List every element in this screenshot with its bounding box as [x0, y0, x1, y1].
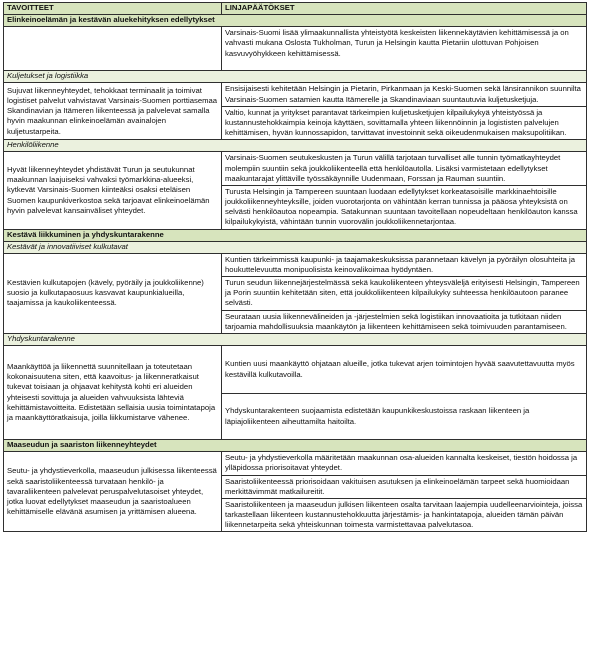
table-row [4, 346, 587, 394]
policy-cell: Ensisijaisesti kehitetään Helsingin ja Pietarin, Pirkanmaan ja Keski-Suomen sekä länsirannikon suunnilta Varsinais-Suomen satamien kautta Itämerelle ja Skandinaviaan suuntautuvia kuljetusketjuja. [222, 83, 587, 106]
section-heading: Maaseudun ja saariston liikenneyhteydet [4, 440, 587, 452]
table-row [4, 452, 587, 475]
policy-cell: Kuntien tärkeimmissä kaupunki- ja taajamakeskuksissa parannetaan kävelyn ja pyöräilyn olosuhteita ja houkuttelevuutta monipuolisista keinovalikoimaa hyödyntäen. [222, 253, 587, 276]
subsection-heading-row [4, 71, 587, 83]
table-row [4, 152, 587, 185]
subsection-heading: Henkilöliikenne [4, 140, 587, 152]
policy-cell: Seurataan uusia liikennevälineiden ja -järjestelmien sekä logistiikan innovaatioita ja tutkitaan niiden tarjoamia mahdollisuuksia maankäytön ja liikenteen kehittämiseen sekä toimivuuden parantamiseen. [222, 310, 587, 333]
subsection-heading-row [4, 140, 587, 152]
table-header-row [4, 3, 587, 15]
subsection-heading-row [4, 333, 587, 345]
policy-cell: Kuntien uusi maankäyttö ohjataan alueille, jotka tukevat arjen toimintojen hyvää saavutettavuutta myös kestävillä kulkutavoilla. [222, 346, 587, 394]
policy-cell: Yhdyskuntarakenteen suojaamista edistetään kaupunkikeskustoissa raskaan liikenteen ja läpiajoliikenteen aiheuttamilta haitoilta. [222, 394, 587, 440]
policy-cell: Seutu- ja yhdystieverkolla määritetään maakunnan osa-alueiden kannalta keskeiset, tiestön hoidossa ja ylläpidossa priorisoitavat yhteydet. [222, 452, 587, 475]
column-header-goals: TAVOITTEET [4, 3, 222, 15]
subsection-heading: Kestävät ja innovatiiviset kulkutavat [4, 241, 587, 253]
policy-cell: Varsinais-Suomi lisää ylimaakunnallista yhteistyötä keskeisten liikennekäytävien kehittämisessä ja on vahvasti mukana Oslosta Tukholman, Turun ja Helsingin kautta Pietariin ulottuvan Pohjoisen kasvuvyöhykkeen kehittämisessä. [222, 27, 587, 71]
policy-cell: Saaristoliikenteen ja maaseudun julkisen liikenteen osalta tarvitaan laajempia uudelleenarviointeja, joissa tarkastellaan liikenteen kustannustehokkuutta järjestämis- ja hankintatapoja, alueiden tämän päivän liikennetarpeita sekä yhteiskunnan toimesta varmistettavaa palvelutasoa. [222, 498, 587, 531]
table-row [4, 253, 587, 276]
table-row [4, 83, 587, 106]
column-header-policies: LINJAPÄÄTÖKSET [222, 3, 587, 15]
section-heading: Kestävä liikkuminen ja yhdyskuntarakenne [4, 229, 587, 241]
policy-cell: Turun seudun liikennejärjestelmässä sekä kaukoliikenteen yhteysväleljä erityisesti Helsingin, Tampereen ja Porin suuntiin kehitetään siten, että joukkoliikenteen kilpailukyky suhteessa henkilöautoon paranee selvästi. [222, 277, 587, 310]
goal-cell: Hyvät liikenneyhteydet yhdistävät Turun ja seutukunnat maakunnan laajuiseksi vahvaksi työmarkkina-alueeksi, kytkevät Varsinais-Suomen kiinteäksi osaksi eteläisen Suomen kaupunkiverkostoa sekä tarjoavat elinkeinoelämän hyvin palvelevat kansainväliset yhteydet. [4, 152, 222, 229]
policy-cell: Saaristoliikenteessä priorisoidaan vakituisen asutuksen ja elinkeinoelämän tarpeet sekä huomioidaan merkittävimmät matkailureitit. [222, 475, 587, 498]
goal-cell-empty [4, 27, 222, 71]
section-heading-row [4, 440, 587, 452]
policy-cell: Turusta Helsingin ja Tampereen suuntaan luodaan edellytykset korkeatasoisille markkinaehtoisille joukkoliikenneyhteyksille, joiden vuorotarjonta on vähintään kerran tunnissa ja pääosa yhteyksistä on selvästi henkilöautoa nopeampia. Satakunnan suuntaan tavoitellaan nopeudeltaan henkilöauton kanssa kilpailukykyistä, vähintään tunnin vuorovälin joukkoliikennetarjontaa. [222, 185, 587, 229]
section-heading: Elinkeinoelämän ja kestävän aluekehityksen edellytykset [4, 15, 587, 27]
section-heading-row [4, 229, 587, 241]
goal-cell: Sujuvat liikenneyhteydet, tehokkaat terminaalit ja toimivat logistiset palvelut vahvistavat Varsinais-Suomen porttiasemaa Skandinavian ja Itämeren liikenteessä ja palvelevat samalla hyvin maakunnan elinkeinoelämän avainalojen kuljetustarpeita. [4, 83, 222, 140]
policy-cell: Valtio, kunnat ja yritykset parantavat tärkeimpien kuljetusketjujen kilpailukykyä yhteistyössä ja kustannustehokkaimpia keinoja käyttäen, sovittamalla yhteen liikennöinnin ja logististen palvelujen kehittämisen, hyvän kunnossapidon, tarvittavat investoinnit sekä oikeudenmukaisen maksupolitiikan. [222, 106, 587, 139]
policy-table [3, 2, 587, 532]
policy-cell: Varsinais-Suomen seutukeskusten ja Turun välillä tarjotaan turvalliset alle tunnin työmatkayhteydet molempiin suuntiin sekä joukkoliikenteellä että henkilöautolla. Lisäksi varmistetaan edellytykset maakuntarajat ylittäville työssäkäynnille Uudenmaan, Forssan ja Rauman suuntiin. [222, 152, 587, 185]
goal-cell: Kestävien kulkutapojen (kävely, pyöräily ja joukkoliikenne) suosio ja kulkutapaosuus kasvavat kaupunkialueilla, taajamissa ja kaukoliikenteessä. [4, 253, 222, 333]
goal-cell: Maankäyttöä ja liikennettä suunnitellaan ja toteutetaan kokonaisuutena siten, että kaavoitus- ja liikenneratkaisut tukevat toisiaan ja ohjaavat kehitystä kohti eri alueiden yhteisesti sovittuja ja alueiden vahvuuksista lähteviä kehittämistavoitteita. Edistetään sellaisia uusia toimintatapoja ja maankäyttöratkaisuja, joilla liikkumistarve vähenee. [4, 346, 222, 440]
section-heading-row [4, 15, 587, 27]
subsection-heading: Kuljetukset ja logistiikka [4, 71, 587, 83]
goal-cell: Seutu- ja yhdystieverkolla, maaseudun julkisessa liikenteessä sekä saaristoliikenteessä turvataan henkilö- ja tavaraliikenteen palvelevat peruspalvelutasoiset yhteydet, jotka luovat edellytykset maaseudun ja saaristoalueen kehittämiselle elävänä asumisen ja yrittämisen alueena. [4, 452, 222, 532]
subsection-heading-row [4, 241, 587, 253]
subsection-heading: Yhdyskuntarakenne [4, 333, 587, 345]
table-row [4, 27, 587, 71]
